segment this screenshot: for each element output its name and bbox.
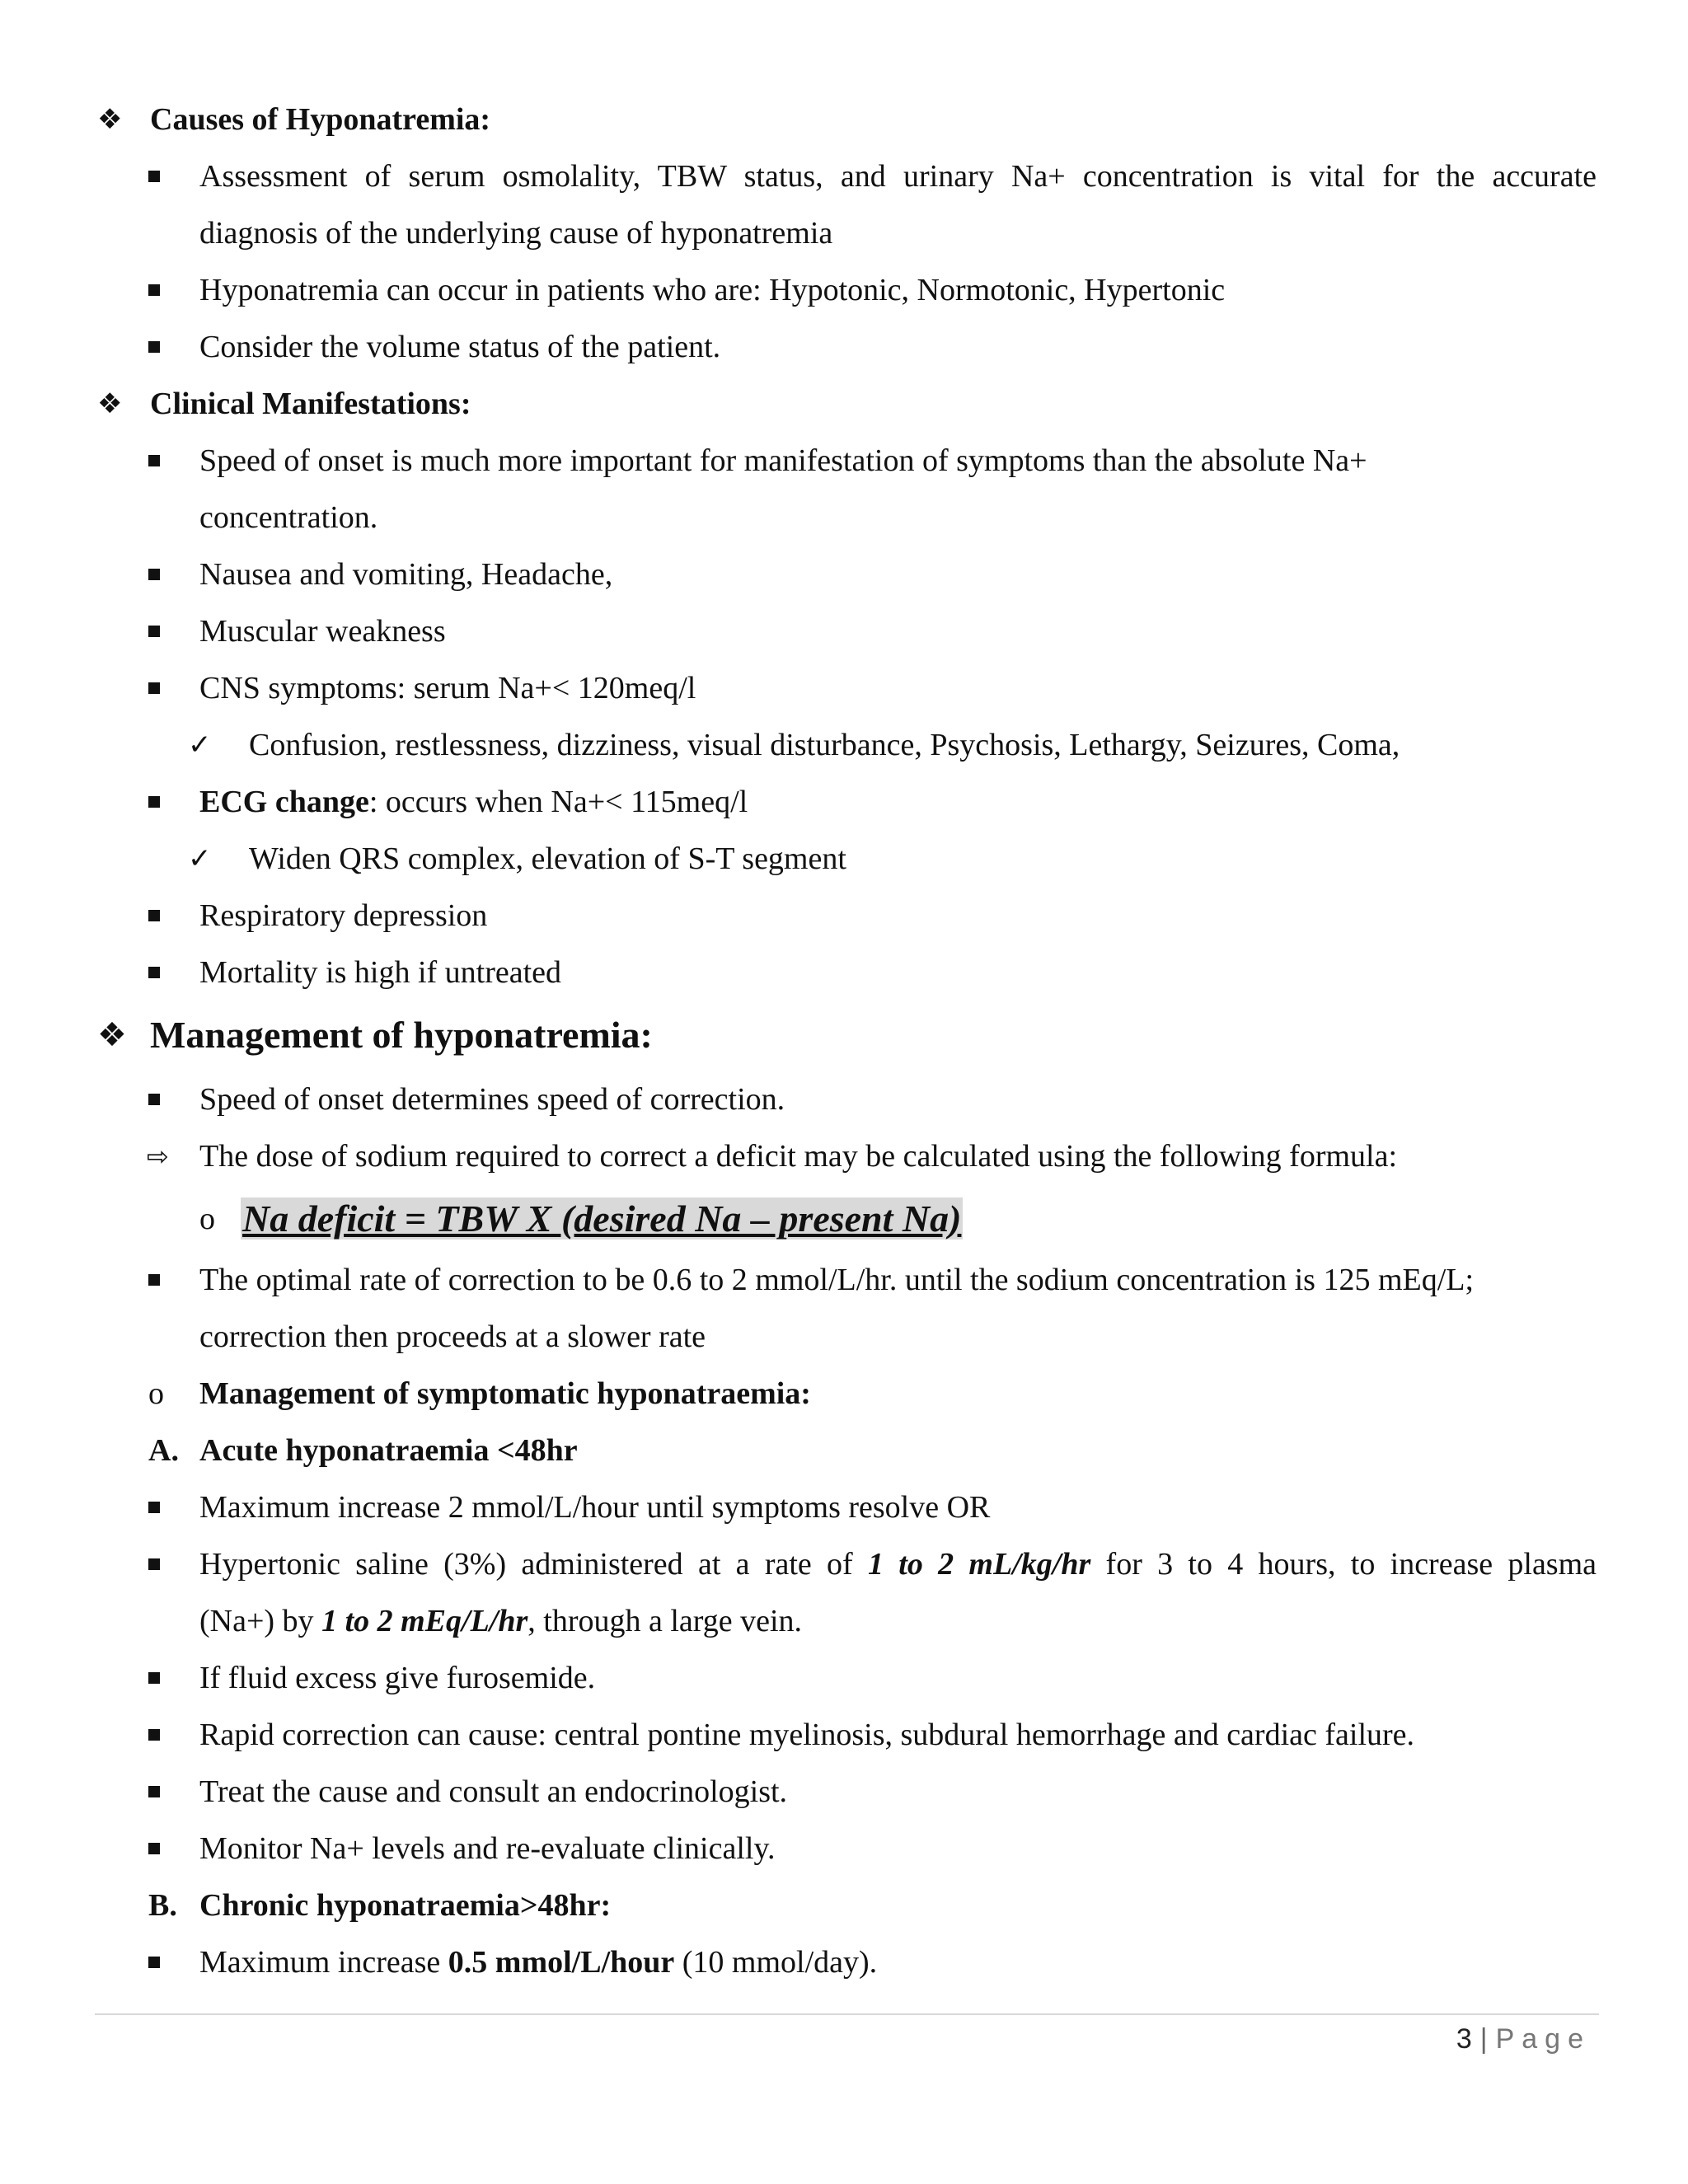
management-dose: The dose of sodium required to correct a deficit may be calculated using the following formula: bbox=[199, 1139, 1398, 1174]
list-item bbox=[0, 948, 1688, 997]
chronic-heading: Chronic hyponatraemia>48hr: bbox=[199, 1888, 612, 1923]
square-bullet-icon bbox=[148, 1672, 160, 1684]
acute-monitor: Monitor Na+ levels and re-evaluate clinically. bbox=[199, 1831, 776, 1866]
square-bullet-icon bbox=[148, 171, 160, 182]
hypertonic-text-c: for 3 to 4 hours, to increase plasma bbox=[1105, 1547, 1597, 1582]
clinical-mortality: Mortality is high if untreated bbox=[199, 955, 562, 990]
clinical-ecg-detail: Widen QRS complex, elevation of S-T segment bbox=[249, 841, 846, 876]
list-item bbox=[0, 607, 1688, 656]
list-item bbox=[0, 322, 1688, 372]
square-bullet-icon bbox=[148, 967, 160, 978]
chronic-text-a: Maximum increase bbox=[199, 1945, 441, 1980]
list-item bbox=[0, 777, 1688, 827]
clinical-ecg bbox=[199, 777, 748, 827]
sub-list-item bbox=[0, 720, 1688, 770]
list-item bbox=[0, 1710, 1688, 1760]
hypertonic-increase: 1 to 2 mEq/L/hr bbox=[321, 1604, 528, 1638]
management-heading-row bbox=[0, 1006, 1688, 1064]
causes-item-2: Hyponatremia can occur in patients who are: Hypotonic, Normotonic, Hypertonic bbox=[199, 273, 1226, 307]
clinical-heading: Clinical Manifestations: bbox=[150, 387, 471, 421]
acute-hypertonic-cont bbox=[199, 1596, 802, 1646]
page-number: 3 bbox=[1456, 2023, 1472, 2055]
list-item-continuation bbox=[0, 209, 1688, 258]
list-item bbox=[0, 152, 1688, 201]
hypertonic-text-d: (Na+) by bbox=[199, 1604, 314, 1638]
management-speed: Speed of onset determines speed of correction. bbox=[199, 1082, 785, 1117]
list-item bbox=[0, 1255, 1688, 1305]
sub-list-item bbox=[0, 834, 1688, 883]
list-item bbox=[0, 1369, 1688, 1418]
clinical-nausea: Nausea and vomiting, Headache, bbox=[199, 557, 613, 592]
causes-item-3: Consider the volume status of the patient. bbox=[199, 330, 721, 364]
subsection-heading-row bbox=[0, 1881, 1688, 1930]
arrow-bullet-icon: ⇨ bbox=[147, 1141, 169, 1172]
clinical-cns-detail: Confusion, restlessness, dizziness, visual disturbance, Psychosis, Lethargy, Seizures, Coma, bbox=[249, 728, 1400, 762]
clinical-speed-cont: concentration. bbox=[199, 500, 378, 535]
square-bullet-icon bbox=[148, 569, 160, 580]
clinical-cns: CNS symptoms: serum Na+< 120meq/l bbox=[199, 671, 696, 705]
square-bullet-icon bbox=[148, 341, 160, 353]
page-footer bbox=[1456, 2016, 1591, 2062]
square-bullet-icon bbox=[148, 1786, 160, 1797]
formula bbox=[241, 1193, 963, 1245]
square-bullet-icon bbox=[148, 1957, 160, 1968]
list-item bbox=[0, 663, 1688, 713]
square-bullet-icon bbox=[148, 1843, 160, 1854]
na-deficit-formula: Na deficit = TBW X (desired Na – present Na) bbox=[242, 1197, 962, 1240]
list-item bbox=[0, 1540, 1688, 1589]
hypertonic-text-f: , through a large vein. bbox=[528, 1604, 803, 1638]
list-item bbox=[0, 891, 1688, 940]
chronic-max-increase bbox=[199, 1938, 877, 1987]
square-bullet-icon bbox=[148, 455, 160, 466]
ecg-text: : occurs when Na+< 115meq/l bbox=[368, 785, 748, 819]
clinical-heading-row bbox=[0, 379, 1688, 429]
acute-rapid: Rapid correction can cause: central pontine myelinosis, subdural hemorrhage and cardiac failure. bbox=[199, 1718, 1415, 1752]
management-symptomatic: Management of symptomatic hyponatraemia: bbox=[199, 1376, 811, 1411]
clinical-respiratory: Respiratory depression bbox=[199, 898, 488, 933]
footer-separator: | bbox=[1479, 2023, 1488, 2055]
list-item bbox=[0, 1483, 1688, 1532]
causes-heading-row bbox=[0, 95, 1688, 144]
circle-bullet-icon: o bbox=[199, 1202, 215, 1236]
formula-row bbox=[0, 1193, 1688, 1245]
square-bullet-icon bbox=[148, 1502, 160, 1513]
acute-heading: Acute hyponatraemia <48hr bbox=[199, 1433, 578, 1468]
acute-treat: Treat the cause and consult an endocrinologist. bbox=[199, 1774, 788, 1809]
square-bullet-icon bbox=[148, 1094, 160, 1105]
causes-heading: Causes of Hyponatremia: bbox=[150, 102, 491, 137]
square-bullet-icon bbox=[148, 1274, 160, 1286]
clinical-muscular: Muscular weakness bbox=[199, 614, 446, 649]
diamond-bullet-icon: ❖ bbox=[97, 103, 123, 136]
letter-a: A. bbox=[148, 1433, 179, 1468]
footer-divider bbox=[95, 2013, 1599, 2015]
acute-hypertonic bbox=[199, 1540, 1597, 1589]
letter-b: B. bbox=[148, 1888, 177, 1923]
subsection-heading-row bbox=[0, 1426, 1688, 1475]
circle-bullet-icon: o bbox=[148, 1376, 164, 1411]
check-bullet-icon: ✓ bbox=[188, 842, 212, 875]
list-item bbox=[0, 550, 1688, 599]
list-item bbox=[0, 1653, 1688, 1703]
list-item-continuation bbox=[0, 1596, 1688, 1646]
causes-item-1: Assessment of serum osmolality, TBW status, and urinary Na+ concentration is vital for the accurate bbox=[199, 159, 1597, 194]
square-bullet-icon bbox=[148, 796, 160, 808]
square-bullet-icon bbox=[148, 1558, 160, 1570]
list-item bbox=[0, 1938, 1688, 1987]
hypertonic-text-a: Hypertonic saline (3%) administered at a rate of bbox=[199, 1547, 853, 1582]
causes-item-1-cont: diagnosis of the underlying cause of hyponatremia bbox=[199, 216, 833, 251]
check-bullet-icon: ✓ bbox=[188, 729, 212, 762]
list-item bbox=[0, 436, 1688, 485]
management-rate: The optimal rate of correction to be 0.6 to 2 mmol/L/hr. until the sodium concentration is 125 mEq/L; bbox=[199, 1263, 1475, 1297]
list-item bbox=[0, 1767, 1688, 1816]
clinical-speed: Speed of onset is much more important for manifestation of symptoms than the absolute Na+ bbox=[199, 443, 1367, 478]
management-rate-cont: correction then proceeds at a slower rate bbox=[199, 1319, 706, 1354]
list-item bbox=[0, 1075, 1688, 1124]
hypertonic-rate: 1 to 2 mL/kg/hr bbox=[868, 1547, 1091, 1582]
square-bullet-icon bbox=[148, 284, 160, 296]
list-item-continuation bbox=[0, 1312, 1688, 1361]
chronic-text-c: (10 mmol/day). bbox=[682, 1945, 878, 1980]
acute-fluid: If fluid excess give furosemide. bbox=[199, 1661, 596, 1695]
acute-max-increase: Maximum increase 2 mmol/L/hour until symptoms resolve OR bbox=[199, 1490, 991, 1525]
diamond-bullet-icon: ❖ bbox=[97, 387, 123, 420]
list-item-continuation bbox=[0, 493, 1688, 542]
square-bullet-icon bbox=[148, 910, 160, 921]
square-bullet-icon bbox=[148, 626, 160, 637]
ecg-label: ECG change bbox=[199, 785, 369, 819]
square-bullet-icon bbox=[148, 1729, 160, 1741]
list-item bbox=[0, 265, 1688, 315]
management-heading: Management of hyponatremia: bbox=[150, 1014, 653, 1056]
square-bullet-icon bbox=[148, 682, 160, 694]
list-item bbox=[0, 1824, 1688, 1873]
list-item bbox=[0, 1132, 1688, 1181]
diamond-bullet-icon: ❖ bbox=[97, 1016, 127, 1054]
chronic-rate: 0.5 mmol/L/hour bbox=[448, 1945, 675, 1980]
page-label: Page bbox=[1495, 2023, 1591, 2055]
